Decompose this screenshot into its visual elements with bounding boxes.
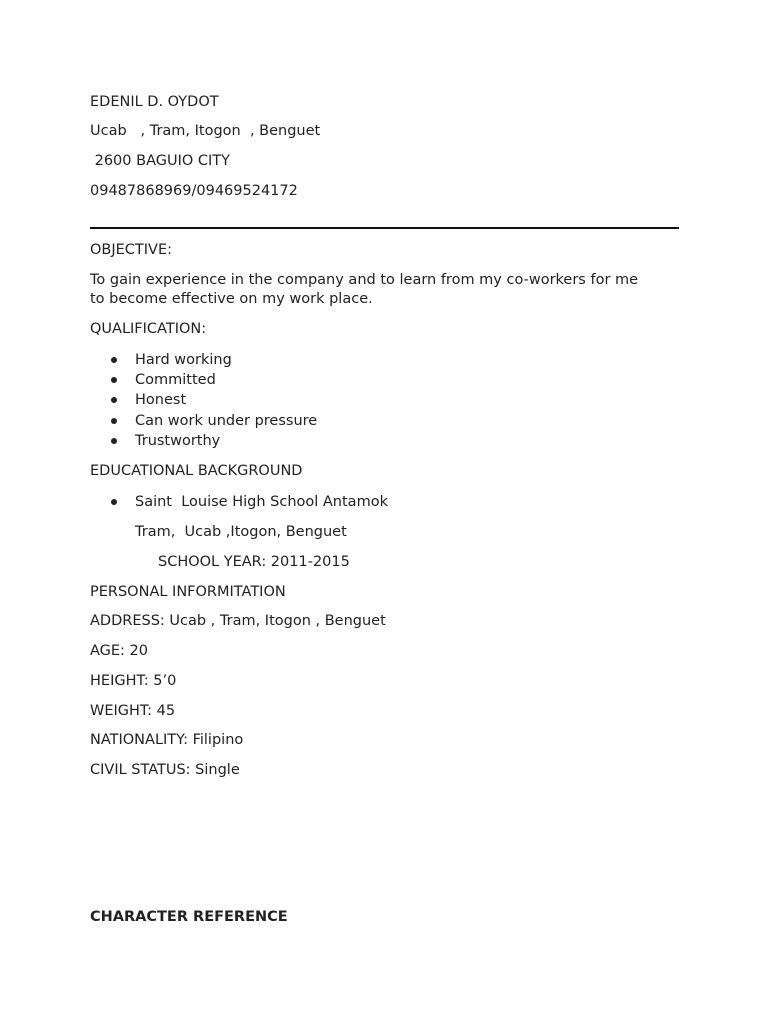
objective-text-line-2: to become effective on my work place. — [90, 291, 373, 307]
bullet-icon — [111, 438, 117, 444]
personal-height: HEIGHT: 5’0 — [90, 673, 177, 689]
school-year: SCHOOL YEAR: 2011-2015 — [158, 554, 350, 570]
personal-info-heading: PERSONAL INFORMITATION — [90, 584, 286, 600]
header-divider — [90, 227, 679, 229]
bullet-icon — [111, 397, 117, 403]
personal-civil-status: CIVIL STATUS: Single — [90, 762, 240, 778]
school-address: Tram, Ucab ,Itogon, Benguet — [135, 524, 347, 540]
education-heading: EDUCATIONAL BACKGROUND — [90, 463, 303, 479]
personal-weight: WEIGHT: 45 — [90, 703, 176, 719]
address-line-1: Ucab , Tram, Itogon , Benguet — [90, 123, 321, 139]
address-line-2: 2600 BAGUIO CITY — [90, 153, 230, 169]
qualification-heading: QUALIFICATION: — [90, 321, 207, 337]
bullet-icon — [111, 377, 117, 383]
personal-address: ADDRESS: Ucab , Tram, Itogon , Benguet — [90, 613, 386, 629]
phone-numbers: 09487868969/09469524172 — [90, 183, 298, 199]
qualification-item-text: Honest — [135, 392, 187, 408]
bullet-icon — [111, 418, 117, 424]
objective-text-line-1: To gain experience in the company and to learn from my co-workers for me — [90, 272, 639, 288]
qualification-item-text: Trustworthy — [135, 433, 221, 449]
personal-age: AGE: 20 — [90, 643, 149, 659]
objective-heading: OBJECTIVE: — [90, 242, 173, 258]
character-reference-heading: CHARACTER REFERENCE — [90, 909, 288, 925]
bullet-icon — [111, 499, 117, 505]
applicant-name: EDENIL D. OYDOT — [90, 94, 219, 110]
school-name: Saint Louise High School Antamok — [135, 494, 388, 510]
qualification-item-text: Can work under pressure — [135, 413, 318, 429]
bullet-icon — [111, 357, 117, 363]
qualification-item-text: Committed — [135, 372, 216, 388]
personal-nationality: NATIONALITY: Filipino — [90, 732, 244, 748]
qualification-item-text: Hard working — [135, 352, 232, 368]
